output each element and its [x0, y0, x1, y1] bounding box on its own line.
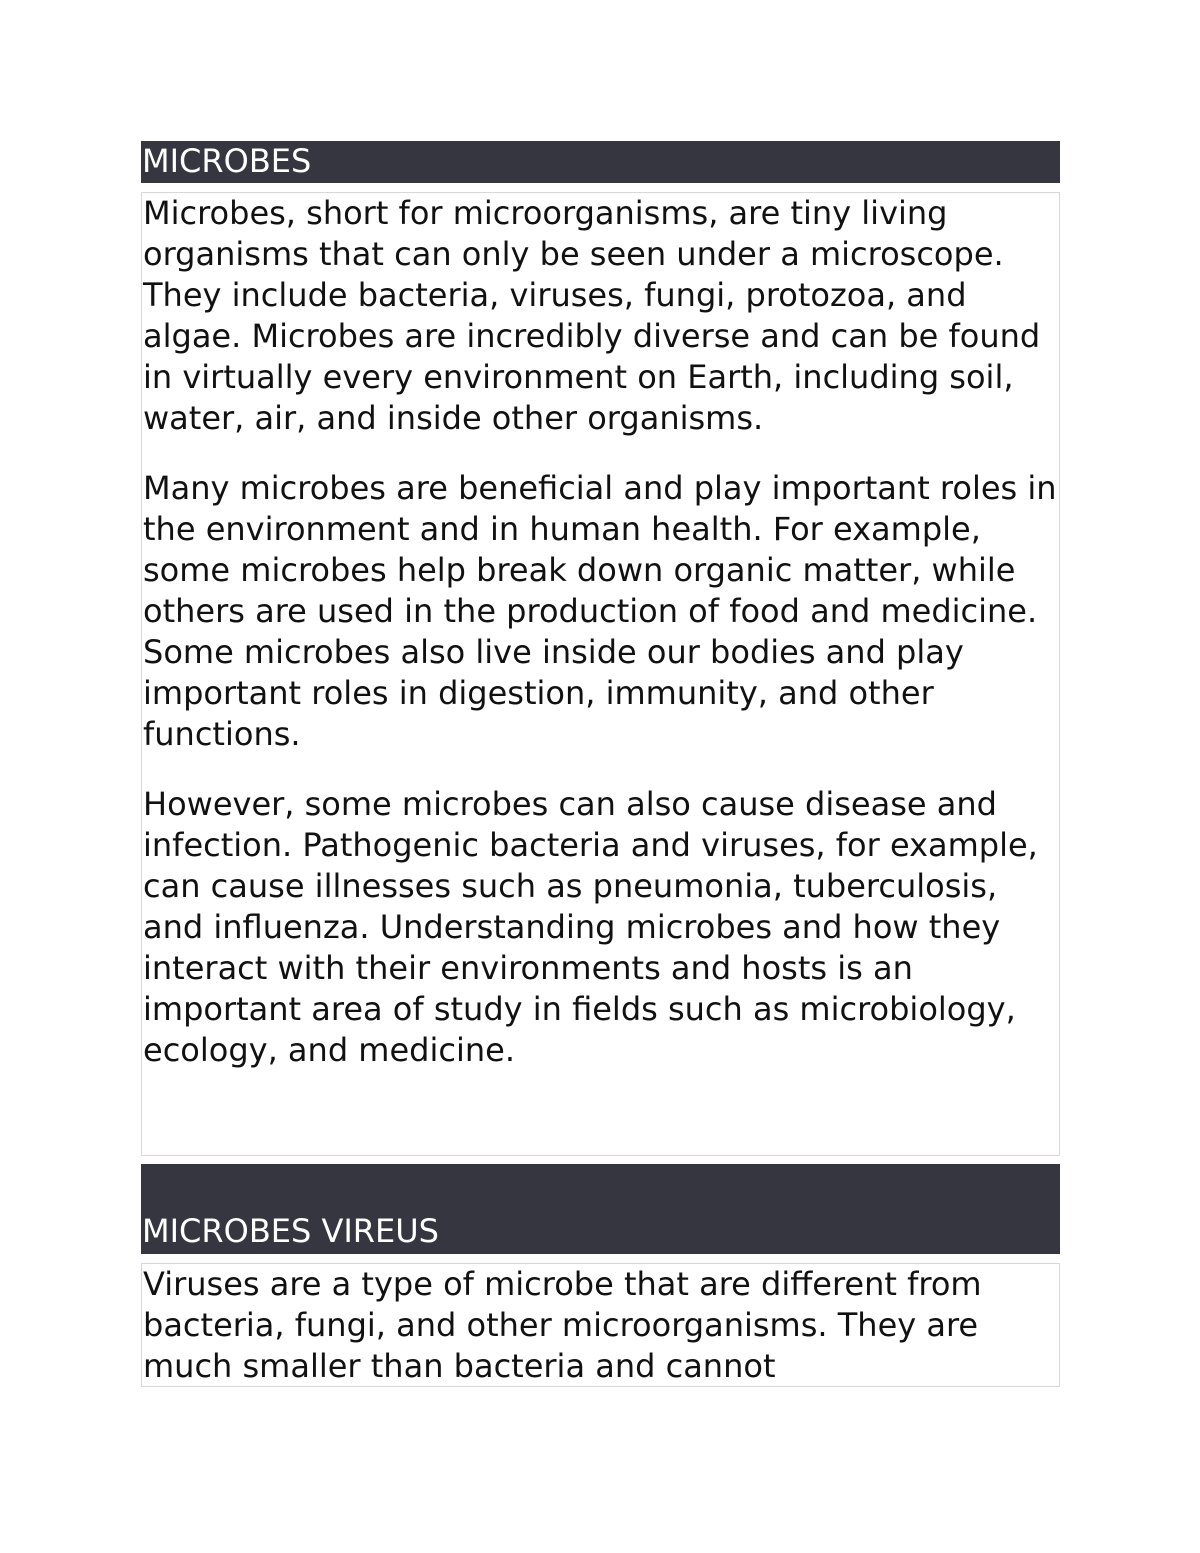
section-spacer — [141, 1156, 1060, 1164]
document-page — [141, 141, 1060, 1387]
section-body-microbes — [141, 192, 1060, 1156]
section-title-microbes: MICROBES — [141, 141, 1060, 183]
paragraph: However, some microbes can also cause disease and infection. Pathogenic bacteria and viruses, for example, can cause illnesses such as pneumonia, tuberculosis, and influenza. Understanding microbes and how they interact with their environments and hosts is an important area of study in fields such as microbiology, ecology, and medicine. — [143, 785, 1038, 1069]
section-body-microbes-vireus — [141, 1263, 1060, 1387]
paragraph: Many microbes are beneficial and play important roles in the environment and in human health. For example, some microbes help break down organic matter, while others are used in the production of food and medicine. Some microbes also live inside our bodies and play important roles in digestion, immunity, and other functions. — [143, 469, 1057, 753]
section-title-microbes-vireus: MICROBES VIREUS — [141, 1164, 1060, 1254]
paragraph: Viruses are a type of microbe that are different from bacteria, fungi, and other microorganisms. They are much smaller than bacteria and cannot — [143, 1265, 982, 1385]
paragraph: Microbes, short for microorganisms, are tiny living organisms that can only be seen under a microscope. They include bacteria, viruses, fungi, protozoa, and algae. Microbes are incredibly diverse and can be found in virtually every environment on Earth, including soil, water, air, and inside other organisms. — [143, 194, 1041, 437]
